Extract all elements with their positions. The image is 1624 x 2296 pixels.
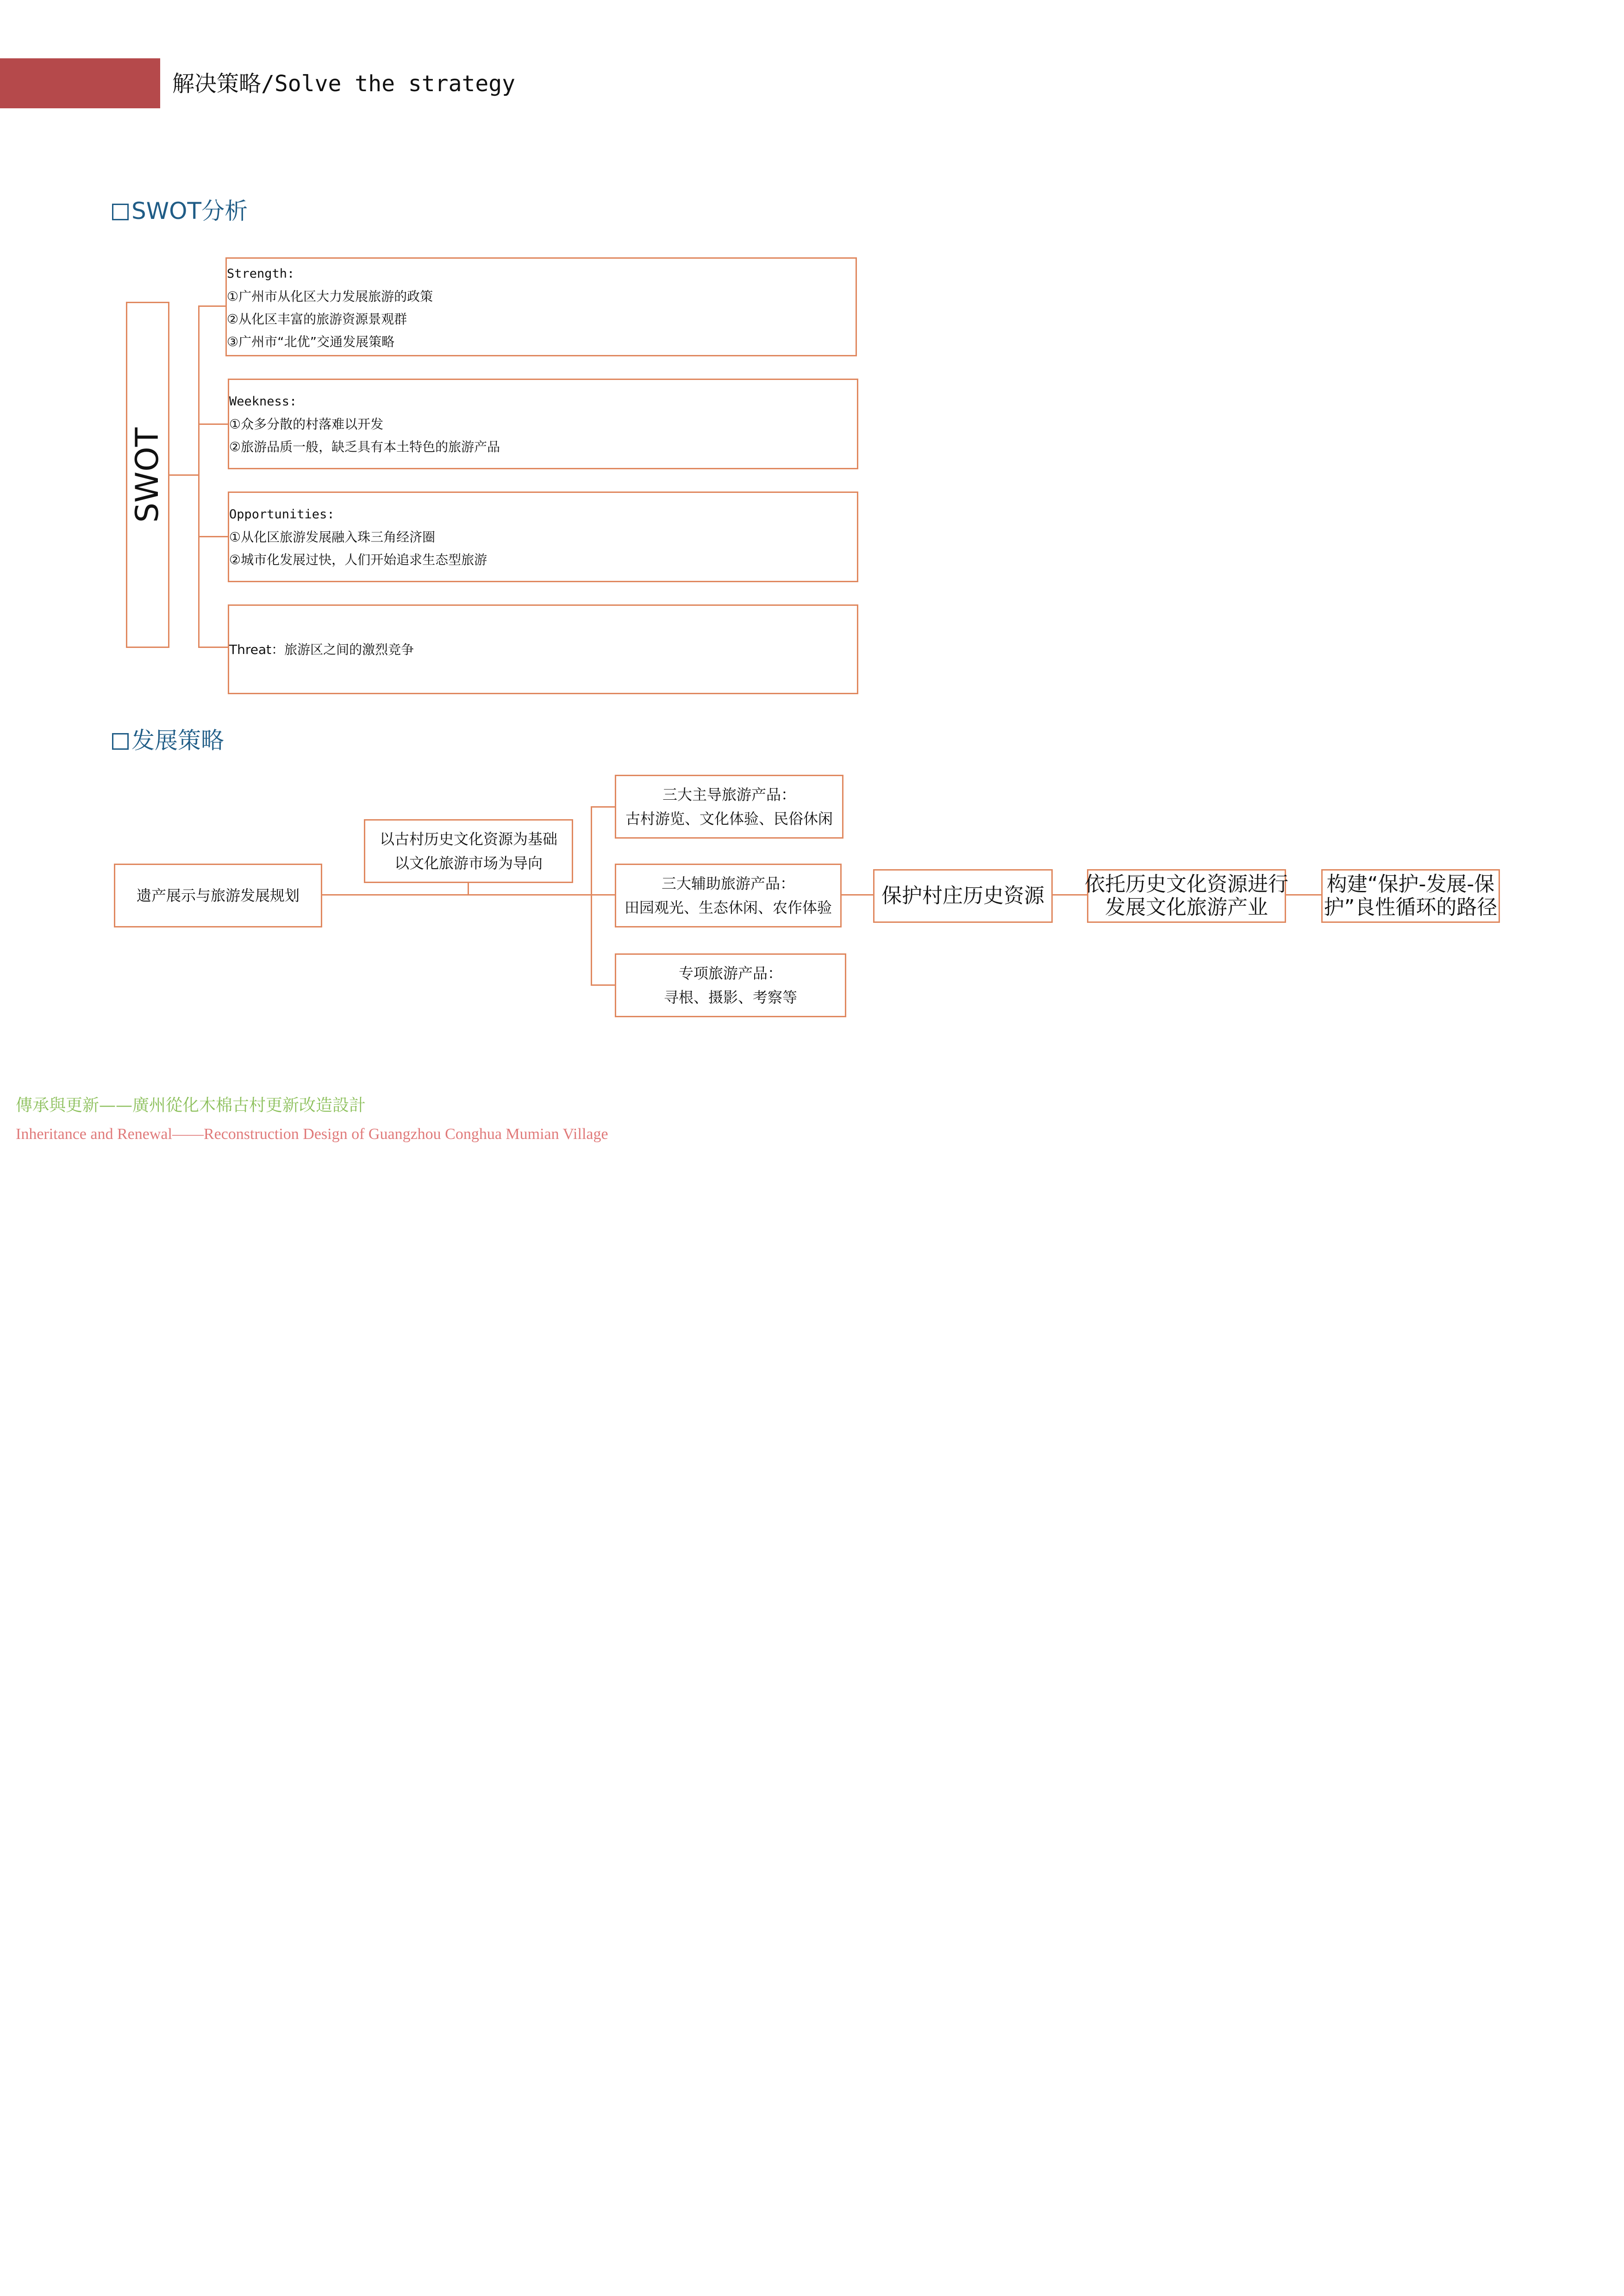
strategy-chain-line: 依托历史文化资源进行 <box>1085 872 1288 896</box>
swot-opportunities-label: Opportunities: <box>229 507 335 522</box>
strategy-connector-branch-2 <box>591 894 615 896</box>
strategy-chain-line: 护”良性循环的路径 <box>1324 896 1498 919</box>
swot-opportunities-box <box>228 492 858 582</box>
swot-strength-label: Strength: <box>227 267 295 281</box>
swot-connector-stem <box>169 474 198 476</box>
strategy-root-text: 遗产展示与旅游发展规划 <box>136 887 300 904</box>
swot-connector-spine <box>198 305 200 648</box>
swot-center-label-wrap <box>126 302 169 648</box>
swot-weakness-item: ①众多分散的村落难以开发 <box>229 417 384 432</box>
strategy-chain-line: 构建“保护-发展-保 <box>1326 872 1495 896</box>
swot-heading-text: SWOT分析 <box>131 198 248 224</box>
header-accent-bar <box>0 58 160 108</box>
swot-opportunities-item: ①从化区旅游发展融入珠三角经济圈 <box>229 529 436 545</box>
strategy-chain-line: 保护村庄历史资源 <box>881 884 1044 908</box>
page-title: 解决策略/Solve the strategy <box>172 71 516 97</box>
strategy-connector-branch-3 <box>591 984 615 986</box>
strategy-branch-box <box>615 775 843 839</box>
strategy-chain-box <box>1321 869 1500 923</box>
strategy-branch-detail: 田园观光、生态休闲、农作体验 <box>624 899 832 916</box>
footer-title-en: Inheritance and Renewal——Reconstruction Design of Guangzhou Conghua Mumian Village <box>16 1126 608 1143</box>
strategy-section-heading <box>112 726 224 755</box>
swot-connector-strength <box>198 305 227 307</box>
swot-threat-box <box>228 604 858 694</box>
strategy-connector-branch-1 <box>591 806 615 808</box>
swot-strength-item: ②从化区丰富的旅游资源景观群 <box>227 311 407 327</box>
strategy-basis-line: 以文化旅游市场为导向 <box>394 854 543 872</box>
swot-weakness-label: Weekness: <box>229 394 297 409</box>
strategy-branch-detail: 古村游览、文化体验、民俗休闲 <box>625 810 833 828</box>
checkbox-square-icon <box>112 204 129 220</box>
strategy-branch-title: 三大主导旅游产品： <box>662 786 796 803</box>
strategy-branch-detail: 寻根、摄影、考察等 <box>663 989 797 1006</box>
strategy-connector-chain-3 <box>1286 894 1321 896</box>
swot-threat-text: Threat：旅游区之间的激烈竞争 <box>229 641 414 657</box>
strategy-branch-box <box>615 864 842 927</box>
swot-strength-box <box>225 257 857 356</box>
strategy-connector-main <box>320 894 591 896</box>
swot-connector-weakness <box>198 423 229 425</box>
footer-title-cn: 傳承與更新——廣州從化木棉古村更新改造設計 <box>16 1096 366 1115</box>
strategy-connector-chain-2 <box>1052 894 1087 896</box>
strategy-branch-title: 三大辅助旅游产品： <box>661 875 795 892</box>
swot-strength-item: ①广州市从化区大力发展旅游的政策 <box>227 289 433 304</box>
strategy-heading-text: 发展策略 <box>131 727 224 754</box>
swot-section-heading <box>112 196 248 226</box>
swot-weakness-item: ②旅游品质一般，缺乏具有本土特色的旅游产品 <box>229 439 500 454</box>
strategy-branch-title: 专项旅游产品： <box>678 964 782 982</box>
swot-strength-item: ③广州市“北优”交通发展策略 <box>227 334 395 349</box>
strategy-connector-basis <box>468 883 469 895</box>
checkbox-square-icon <box>112 733 129 750</box>
swot-center-label: SWOT <box>129 427 166 523</box>
swot-connector-threat <box>198 647 229 648</box>
swot-connector-opportunities <box>198 536 229 537</box>
strategy-chain-box <box>873 869 1053 923</box>
swot-opportunities-item: ②城市化发展过快，人们开始追求生态型旅游 <box>229 552 487 567</box>
strategy-basis-line: 以古村历史文化资源为基础 <box>379 830 557 848</box>
swot-weakness-box <box>228 379 858 469</box>
strategy-connector-spine <box>591 806 592 985</box>
strategy-chain-box <box>1087 869 1286 923</box>
strategy-basis-box <box>364 819 573 883</box>
strategy-branch-box <box>615 953 846 1017</box>
strategy-connector-chain-1 <box>842 894 873 896</box>
strategy-root-box <box>114 864 322 927</box>
strategy-chain-line: 发展文化旅游产业 <box>1105 896 1268 919</box>
